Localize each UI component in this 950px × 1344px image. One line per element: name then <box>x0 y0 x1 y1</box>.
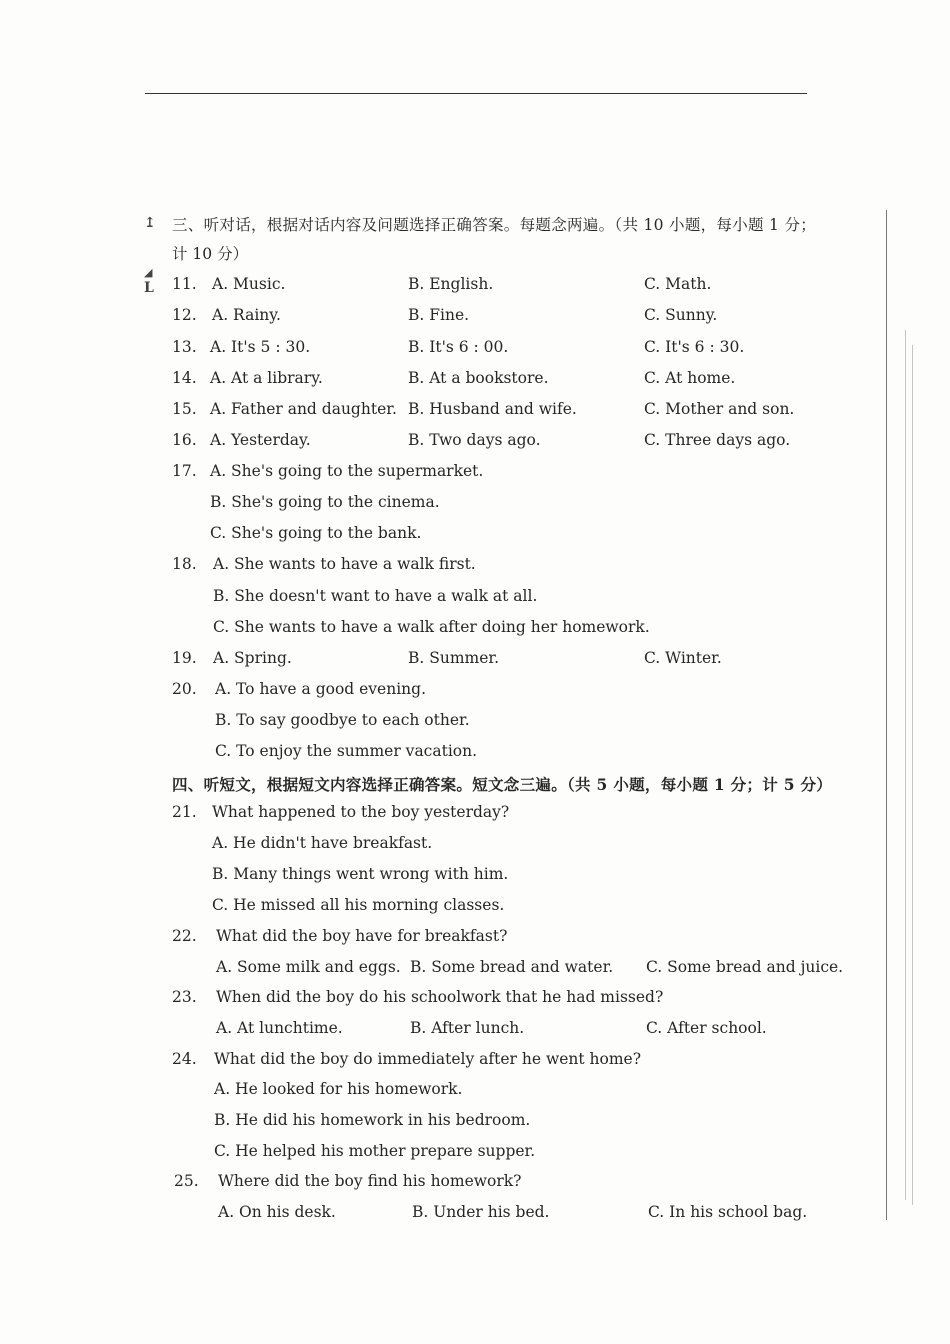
question-23 <box>0 988 950 1010</box>
option-b: B. She doesn't want to have a walk at all. <box>213 587 538 605</box>
question-18-b <box>0 587 950 609</box>
question-25-options <box>0 1203 950 1225</box>
option-b: B. To say goodbye to each other. <box>215 711 470 729</box>
question-number: 24. <box>172 1050 197 1068</box>
question-number: 13. <box>172 338 197 356</box>
section-4-title: 四、听短文，根据短文内容选择正确答案。短文念三遍。（共 5 小题，每小题 1 分；计 5 分） <box>172 775 833 794</box>
option-a: A. He looked for his homework. <box>214 1080 463 1098</box>
option-b: B. After lunch. <box>410 1019 525 1037</box>
option-c: C. Math. <box>644 275 712 293</box>
question-22 <box>0 927 950 949</box>
question-24 <box>0 1050 950 1072</box>
option-a: A. Father and daughter. <box>210 400 397 418</box>
question-text: What happened to the boy yesterday? <box>212 803 510 821</box>
question-number: 16. <box>172 431 197 449</box>
question-12 <box>0 306 950 328</box>
question-21-a <box>0 834 950 856</box>
option-c: C. In his school bag. <box>648 1203 808 1221</box>
question-19 <box>0 649 950 671</box>
binding-mark: ↥ <box>144 215 156 231</box>
question-25 <box>0 1172 950 1194</box>
option-b: B. At a bookstore. <box>408 369 549 387</box>
question-text: What did the boy have for breakfast? <box>216 927 508 945</box>
option-c: C. Winter. <box>644 649 722 667</box>
question-number: 12. <box>172 306 197 324</box>
option-b: B. Husband and wife. <box>408 400 577 418</box>
question-14 <box>0 369 950 391</box>
option-c: C. He helped his mother prepare supper. <box>214 1142 536 1160</box>
option-c: C. Mother and son. <box>644 400 795 418</box>
option-c: C. To enjoy the summer vacation. <box>215 742 478 760</box>
option-a: A. He didn't have breakfast. <box>212 834 433 852</box>
option-c: C. She's going to the bank. <box>210 524 422 542</box>
question-24-c <box>0 1142 950 1164</box>
question-number: 11. <box>172 275 197 293</box>
option-c: C. Sunny. <box>644 306 718 324</box>
question-22-options <box>0 958 950 980</box>
option-a: A. Yesterday. <box>210 431 311 449</box>
option-b: B. English. <box>408 275 494 293</box>
option-a: A. Spring. <box>213 649 292 667</box>
option-c: C. It's 6 : 30. <box>644 338 745 356</box>
question-21 <box>0 803 950 825</box>
binding-mark: L <box>144 280 154 296</box>
question-number: 20. <box>172 680 197 698</box>
option-c: C. Some bread and juice. <box>646 958 844 976</box>
question-20-c <box>0 742 950 764</box>
option-a: A. She wants to have a walk first. <box>213 555 476 573</box>
question-21-b <box>0 865 950 887</box>
question-18-c <box>0 618 950 640</box>
question-20 <box>0 680 950 702</box>
option-a: A. At lunchtime. <box>216 1019 343 1037</box>
option-c: C. He missed all his morning classes. <box>212 896 505 914</box>
question-16 <box>0 431 950 453</box>
header-rule <box>145 93 807 94</box>
question-20-b <box>0 711 950 733</box>
section-3-title-cont: 计 10 分） <box>172 245 249 263</box>
question-number: 23. <box>172 988 197 1006</box>
question-text: Where did the boy find his homework? <box>218 1172 522 1190</box>
option-b: B. Many things went wrong with him. <box>212 865 509 883</box>
option-a: A. At a library. <box>210 369 323 387</box>
option-b: B. Summer. <box>408 649 500 667</box>
option-b: B. Two days ago. <box>408 431 541 449</box>
question-text: What did the boy do immediately after he went home? <box>214 1050 642 1068</box>
option-b: B. Some bread and water. <box>410 958 614 976</box>
option-c: C. She wants to have a walk after doing her homework. <box>213 618 650 636</box>
question-18 <box>0 555 950 577</box>
option-b: B. She's going to the cinema. <box>210 493 440 511</box>
option-c: C. Three days ago. <box>644 431 791 449</box>
option-c: C. After school. <box>646 1019 767 1037</box>
question-15 <box>0 400 950 422</box>
question-13 <box>0 338 950 360</box>
option-a: A. It's 5 : 30. <box>210 338 311 356</box>
option-b: B. Under his bed. <box>412 1203 550 1221</box>
question-number: 17. <box>172 462 197 480</box>
binding-mark: ◢ <box>144 266 153 279</box>
question-24-b <box>0 1111 950 1133</box>
question-number: 21. <box>172 803 197 821</box>
question-number: 22. <box>172 927 197 945</box>
question-23-options <box>0 1019 950 1041</box>
question-text: When did the boy do his schoolwork that he had missed? <box>216 988 664 1006</box>
question-number: 14. <box>172 369 197 387</box>
question-17 <box>0 462 950 484</box>
option-a: A. She's going to the supermarket. <box>210 462 484 480</box>
option-a: A. Music. <box>212 275 286 293</box>
question-17-c <box>0 524 950 546</box>
question-number: 18. <box>172 555 197 573</box>
option-a: A. On his desk. <box>218 1203 336 1221</box>
question-number: 19. <box>172 649 197 667</box>
question-11 <box>0 275 950 297</box>
option-a: A. Some milk and eggs. <box>216 958 401 976</box>
option-a: A. To have a good evening. <box>215 680 426 698</box>
option-a: A. Rainy. <box>212 306 281 324</box>
option-b: B. It's 6 : 00. <box>408 338 509 356</box>
question-24-a <box>0 1080 950 1102</box>
option-c: C. At home. <box>644 369 736 387</box>
question-21-c <box>0 896 950 918</box>
question-number: 15. <box>172 400 197 418</box>
option-b: B. He did his homework in his bedroom. <box>214 1111 531 1129</box>
option-b: B. Fine. <box>408 306 470 324</box>
question-17-b <box>0 493 950 515</box>
question-number: 25. <box>174 1172 199 1190</box>
section-3-title: 三、听对话，根据对话内容及问题选择正确答案。每题念两遍。（共 10 小题，每小题 1 分； <box>172 216 817 234</box>
